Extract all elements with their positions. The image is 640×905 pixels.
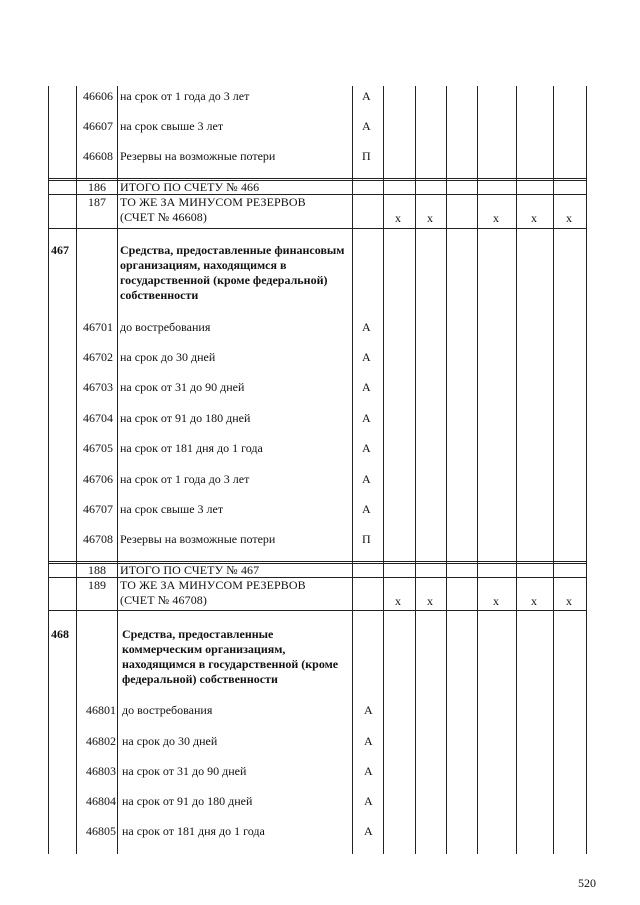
x-mark: x xyxy=(395,594,401,608)
account-description: на срок до 30 дней xyxy=(122,734,218,748)
account-number: 46707 xyxy=(83,502,113,516)
account-description: на срок от 31 до 90 дней xyxy=(122,764,247,778)
account-type: А xyxy=(362,472,371,486)
grid-line xyxy=(352,86,353,854)
line-number: 188 xyxy=(88,563,106,577)
account-type: А xyxy=(364,824,373,838)
x-mark: x xyxy=(531,211,537,225)
grid-line xyxy=(446,86,447,854)
grid-line xyxy=(586,86,587,854)
account-description: на срок свыше 3 лет xyxy=(120,502,224,516)
x-mark: x xyxy=(493,594,499,608)
account-number: 46704 xyxy=(83,411,113,425)
account-number: 46702 xyxy=(83,350,113,364)
account-type: А xyxy=(364,734,373,748)
account-number: 46805 xyxy=(86,824,116,838)
account-number: 46804 xyxy=(86,794,116,808)
page-number: 520 xyxy=(578,876,596,890)
x-mark: x xyxy=(395,211,401,225)
account-type: А xyxy=(362,502,371,516)
section-heading: Средства, предоставленные коммерческим организациям, находящимся в государственной (кроме федеральной) собственности xyxy=(122,627,339,686)
account-type: А xyxy=(364,703,373,717)
total-label: ИТОГО ПО СЧЕТУ № 467 xyxy=(120,563,260,577)
account-number: 46608 xyxy=(83,149,113,163)
account-number: 46701 xyxy=(83,320,113,334)
account-description: на срок от 91 до 180 дней xyxy=(120,411,251,425)
account-number: 46802 xyxy=(86,734,116,748)
account-type: А xyxy=(362,411,371,425)
account-number: 46706 xyxy=(83,472,113,486)
x-mark: x xyxy=(427,211,433,225)
account-description: на срок от 1 года до 3 лет xyxy=(120,472,250,486)
account-type: А xyxy=(362,350,371,364)
grid-line xyxy=(48,228,586,229)
net-label-line2: (СЧЕТ № 46608) xyxy=(120,210,208,224)
grid-line xyxy=(415,86,416,854)
grid-line xyxy=(48,178,586,179)
account-description: на срок свыше 3 лет xyxy=(120,119,224,133)
account-type: А xyxy=(362,441,371,455)
grid-line xyxy=(553,86,554,854)
section-number: 468 xyxy=(51,627,69,641)
account-number: 46801 xyxy=(86,703,116,717)
account-description: до востребования xyxy=(122,703,213,717)
grid-line xyxy=(48,610,586,611)
account-description: на срок от 181 дня до 1 года xyxy=(120,441,263,455)
account-description: на срок от 1 года до 3 лет xyxy=(120,89,250,103)
account-type: А xyxy=(362,380,371,394)
line-number: 189 xyxy=(88,578,106,592)
account-description: Резервы на возможные потери xyxy=(120,149,276,163)
account-type: А xyxy=(362,89,371,103)
net-label-line1: ТО ЖЕ ЗА МИНУСОМ РЕЗЕРВОВ xyxy=(120,195,306,209)
grid-line xyxy=(48,561,586,562)
account-description: до востребования xyxy=(120,320,211,334)
total-label: ИТОГО ПО СЧЕТУ № 466 xyxy=(120,180,260,194)
grid-line xyxy=(76,86,77,854)
grid-line xyxy=(516,86,517,854)
account-number: 46607 xyxy=(83,119,113,133)
account-type: А xyxy=(362,119,371,133)
section-heading: Средства, предоставленные финансовым организациям, находящимся в государственной (кроме федеральной) собственности xyxy=(120,243,345,302)
account-description: на срок до 30 дней xyxy=(120,350,216,364)
section-number: 467 xyxy=(51,243,69,257)
x-mark: x xyxy=(531,594,537,608)
x-mark: x xyxy=(566,594,572,608)
net-label-line2: (СЧЕТ № 46708) xyxy=(120,593,208,607)
grid-line xyxy=(383,86,384,854)
grid-line xyxy=(117,86,118,854)
x-mark: x xyxy=(493,211,499,225)
x-mark: x xyxy=(427,594,433,608)
account-number: 46708 xyxy=(83,532,113,546)
account-description: на срок от 31 до 90 дней xyxy=(120,380,245,394)
account-number: 46703 xyxy=(83,380,113,394)
grid-line xyxy=(477,86,478,854)
account-number: 46705 xyxy=(83,441,113,455)
line-number: 186 xyxy=(88,180,106,194)
line-number: 187 xyxy=(88,195,106,209)
account-number: 46606 xyxy=(83,89,113,103)
account-type: П xyxy=(362,149,371,163)
account-description: Резервы на возможные потери xyxy=(120,532,276,546)
account-type: П xyxy=(362,532,371,546)
account-description: на срок от 181 дня до 1 года xyxy=(122,824,265,838)
net-label-line1: ТО ЖЕ ЗА МИНУСОМ РЕЗЕРВОВ xyxy=(120,578,306,592)
account-type: А xyxy=(364,794,373,808)
account-number: 46803 xyxy=(86,764,116,778)
account-description: на срок от 91 до 180 дней xyxy=(122,794,253,808)
x-mark: x xyxy=(566,211,572,225)
account-type: А xyxy=(362,320,371,334)
account-type: А xyxy=(364,764,373,778)
grid-line xyxy=(48,86,49,854)
